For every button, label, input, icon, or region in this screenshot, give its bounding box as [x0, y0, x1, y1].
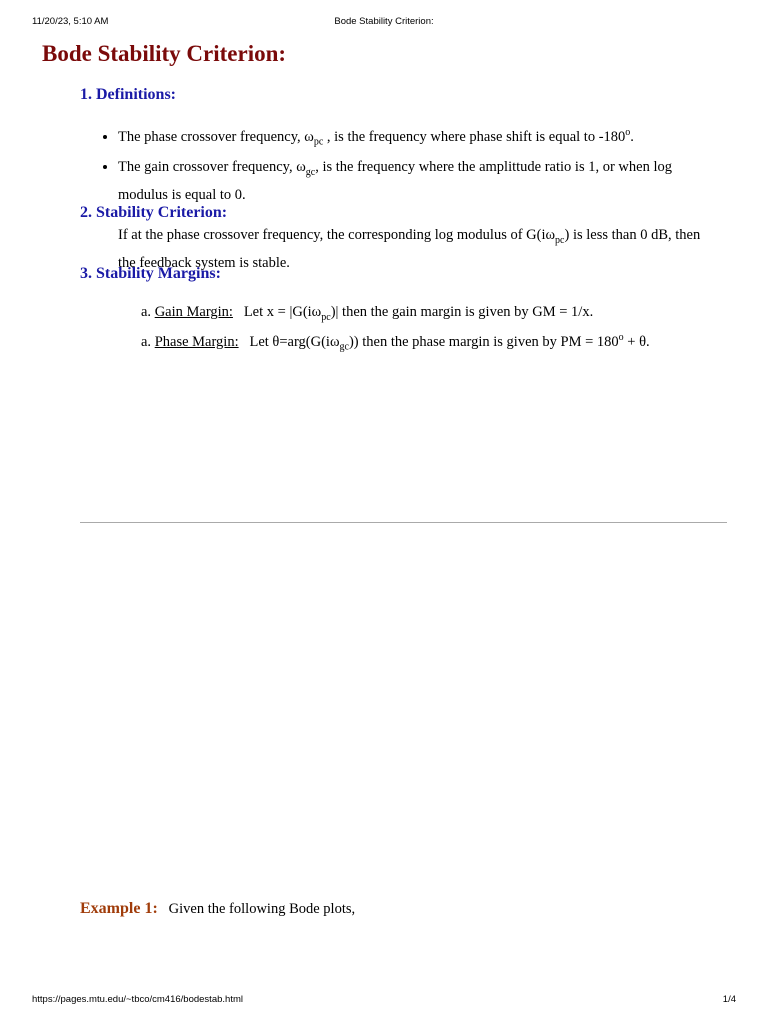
print-footer [0, 994, 768, 1008]
stability-criterion-heading: 2. Stability Criterion: [80, 204, 228, 221]
phase-margin-item: a. Phase Margin: Let $\theta=arg(G(i\omega_{gc}))$ then the phase margin is given by PM = $180^o + \theta$. [141, 332, 650, 353]
gain-margin-item: a. Gain Margin: Let $x = |G(i\omega_{pc})|$ then the gain margin is given by GM = 1/x. [141, 304, 594, 323]
definitions-heading: 1. Definitions: [80, 86, 176, 103]
print-header [0, 16, 768, 30]
example-label: Example 1: [80, 900, 158, 917]
definitions-list [100, 122, 718, 208]
gain-margin-label: Gain Margin: [154, 304, 233, 320]
print-page-number: 1/4 [722, 994, 736, 1005]
print-url: https://pages.mtu.edu/~tbco/cm416/bodestab.html [32, 994, 243, 1005]
stability-criterion-text: If at the phase crossover frequency, the corresponding log modulus of $G(i\omega_{pc})$ is less than 0 dB, then the feedback system is stable. [118, 227, 701, 271]
example-1 [80, 898, 355, 920]
page-title: Bode Stability Criterion: [42, 41, 287, 66]
print-page-title: Bode Stability Criterion: [334, 16, 434, 27]
example-text: Given the following Bode plots, [157, 901, 356, 917]
definition-gain-crossover: • The gain crossover frequency, $\omega_{gc}$, is the frequency where the amplittude ratio is 1, or when log modulus is equal to 0. [118, 156, 718, 206]
phase-margin-label: Phase Margin: [154, 333, 239, 350]
horizontal-rule [80, 522, 727, 523]
definition-phase-crossover: • The phase crossover frequency, $\omega_{pc}$ , is the frequency where phase shift is equal to -180$^o$. [118, 122, 718, 154]
stability-margins-heading: 3. Stability Margins: [80, 265, 221, 282]
print-timestamp: 11/20/23, 5:10 AM [32, 16, 109, 27]
